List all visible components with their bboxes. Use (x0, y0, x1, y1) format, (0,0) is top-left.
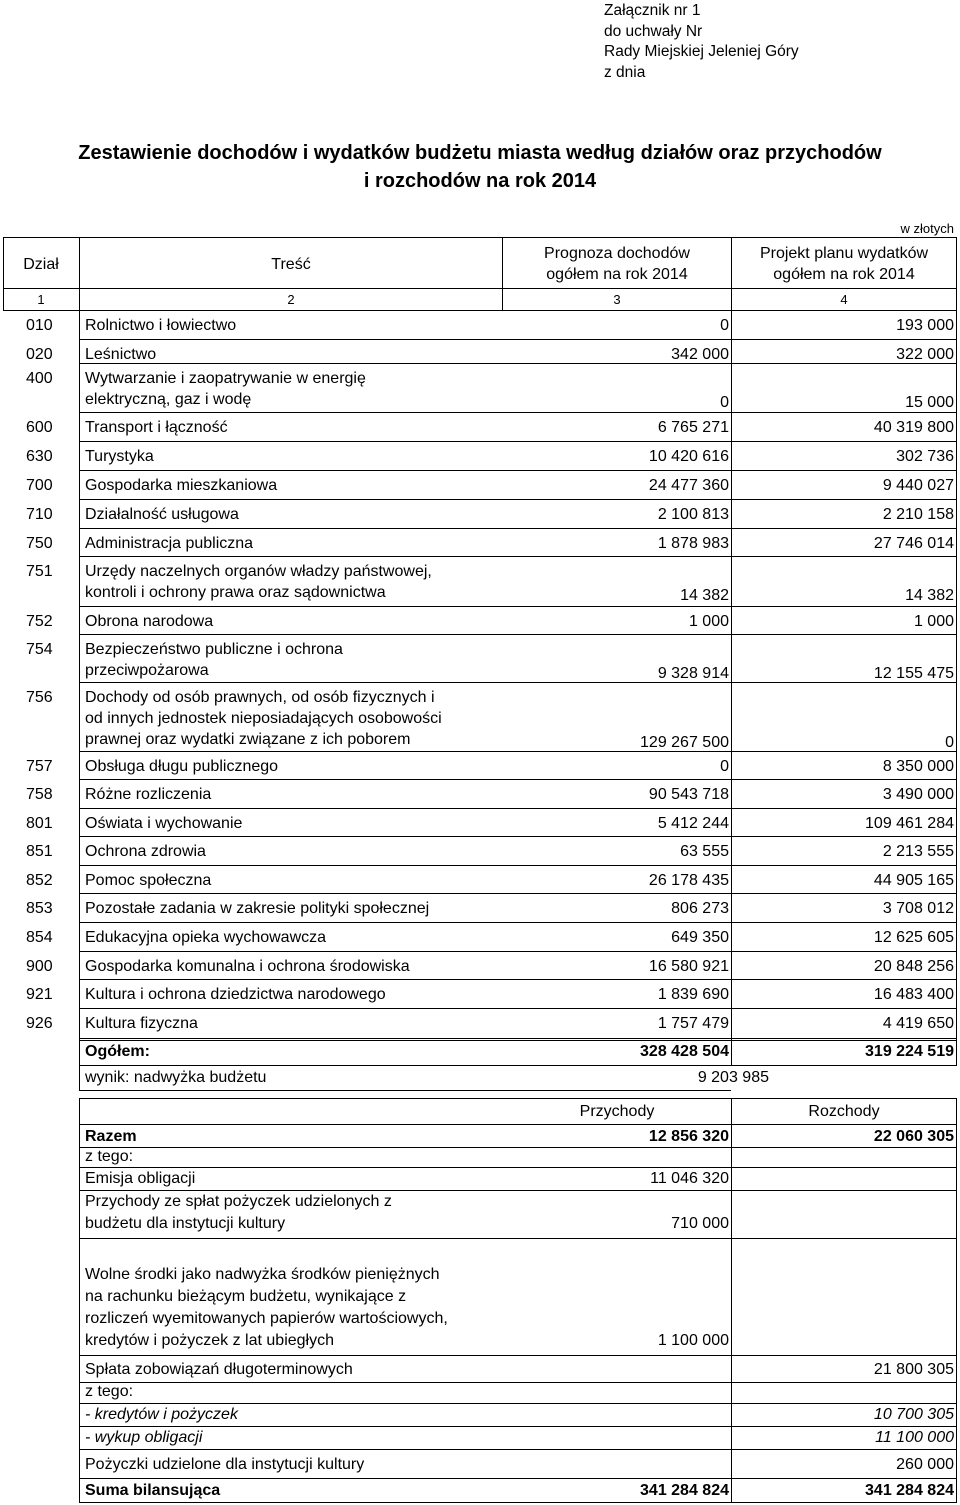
row-tresc: Kultura fizyczna (85, 1015, 198, 1032)
header-note-line: Rady Miejskiej Jeleniej Góry (604, 43, 799, 60)
row-tresc: Pozostałe zadania w zakresie polityki społecznej (85, 900, 430, 917)
row-separator (79, 556, 957, 557)
row-tresc: Ochrona zdrowia (85, 843, 206, 860)
kredyty-rozchody: 10 700 305 (873, 1406, 954, 1423)
row-wydatki: 109 461 284 (865, 815, 954, 832)
wynik-value: 9 203 985 (697, 1069, 769, 1086)
row-dzial: 750 (26, 535, 53, 552)
row-separator (79, 836, 957, 837)
emisja-label: Emisja obligacji (85, 1170, 196, 1187)
row-dochody: 342 000 (671, 346, 729, 363)
splata-pozyczek-label: Przychody ze spłat pożyczek udzielonych z (85, 1193, 392, 1210)
row-separator (79, 634, 957, 635)
row-dochody: 806 273 (671, 900, 729, 917)
row-wydatki: 4 419 650 (882, 1015, 954, 1032)
row-wydatki: 9 440 027 (882, 477, 954, 494)
row-dzial: 900 (26, 958, 53, 975)
row-dzial: 751 (26, 563, 53, 580)
row-tresc: Rolnictwo i łowiectwo (85, 317, 237, 334)
column-number: 1 (37, 292, 45, 307)
emisja-przychody: 11 046 320 (650, 1170, 729, 1187)
row-tresc: Wytwarzanie i zaopatrywanie w energię (85, 370, 366, 387)
row-wydatki: 193 000 (896, 317, 954, 334)
row-dzial: 758 (26, 786, 53, 803)
row-dzial: 851 (26, 843, 53, 860)
row-tresc: kontroli i ochrony prawa oraz sądownictwa (85, 584, 386, 601)
row-separator (79, 606, 957, 607)
row-wydatki: 8 350 000 (882, 758, 954, 775)
row-tresc: Gospodarka mieszkaniowa (85, 477, 278, 494)
wolne-srodki-label: rozliczeń wyemitowanych papierów wartościowych, (85, 1310, 448, 1327)
row-separator (79, 363, 957, 364)
row-separator (79, 528, 957, 529)
total-wydatki: 319 224 519 (865, 1043, 954, 1060)
row-dzial: 710 (26, 506, 53, 523)
suma-przychody: 341 284 824 (640, 1482, 729, 1499)
row-dochody: 6 765 271 (657, 419, 729, 436)
row-separator (79, 412, 957, 413)
column-number: 2 (287, 292, 295, 307)
row-separator (79, 893, 957, 894)
wykup-rozchody: 11 100 000 (875, 1429, 954, 1446)
row-wydatki: 14 382 (905, 587, 954, 604)
row-dochody: 9 328 914 (657, 665, 729, 682)
row-dzial: 752 (26, 613, 53, 630)
row-dochody: 0 (720, 317, 729, 334)
row-wydatki: 1 000 (913, 613, 954, 630)
page-title: Zestawienie dochodów i wydatków budżetu miasta według działów oraz przychodów (78, 142, 882, 164)
row-tresc: Pomoc społeczna (85, 872, 212, 889)
column-header-dzial: Dział (23, 256, 59, 273)
row-dochody: 0 (720, 758, 729, 775)
row-tresc: Różne rozliczenia (85, 786, 212, 803)
row-wydatki: 12 155 475 (873, 665, 954, 682)
row-separator (79, 922, 957, 923)
row-wydatki: 3 490 000 (882, 786, 954, 803)
razem-rozchody: 22 060 305 (873, 1128, 954, 1145)
wykup-label: - wykup obligacji (85, 1429, 203, 1446)
column-header-tresc: Treść (271, 256, 311, 273)
row-tresc: Gospodarka komunalna i ochrona środowiska (85, 958, 410, 975)
razem-przychody: 12 856 320 (648, 1128, 729, 1145)
razem-label: Razem (85, 1128, 137, 1145)
z-tego-label: z tego: (85, 1383, 134, 1400)
row-dochody: 24 477 360 (648, 477, 729, 494)
header-rozchody: Rozchody (808, 1103, 880, 1120)
row-dochody: 1 000 (688, 613, 729, 630)
row-dochody: 1 839 690 (657, 986, 729, 1003)
total-label: Ogółem: (85, 1043, 150, 1060)
row-dzial: 854 (26, 929, 53, 946)
row-dzial: 700 (26, 477, 53, 494)
row-dochody: 2 100 813 (657, 506, 729, 523)
row-wydatki: 40 319 800 (873, 419, 954, 436)
row-dzial: 757 (26, 758, 53, 775)
wolne-srodki-label: na rachunku bieżącym budżetu, wynikające z (85, 1288, 407, 1305)
header-note-line: do uchwały Nr (604, 23, 703, 40)
row-tresc: Edukacyjna opieka wychowawcza (85, 929, 327, 946)
row-dzial: 020 (26, 346, 53, 363)
row-separator (79, 865, 957, 866)
row-separator (79, 441, 957, 442)
column-header-dochody: ogółem na rok 2014 (546, 266, 688, 283)
row-tresc: Bezpieczeństwo publiczne i ochrona (85, 641, 343, 658)
row-dochody: 10 420 616 (648, 448, 729, 465)
row-tresc: Działalność usługowa (85, 506, 239, 523)
row-dochody: 1 757 479 (657, 1015, 729, 1032)
row-tresc: Leśnictwo (85, 346, 157, 363)
header-note-line: z dnia (604, 64, 646, 81)
row-tresc: Obsługa długu publicznego (85, 758, 279, 775)
column-header-wydatki: ogółem na rok 2014 (773, 266, 915, 283)
row-wydatki: 3 708 012 (882, 900, 954, 917)
z-tego-label: z tego: (85, 1148, 134, 1165)
row-dzial: 630 (26, 448, 53, 465)
row-wydatki: 2 210 158 (882, 506, 954, 523)
row-wydatki: 12 625 605 (873, 929, 954, 946)
column-number: 3 (613, 292, 621, 307)
wolne-srodki-label: Wolne środki jako nadwyżka środków pieniężnych (85, 1266, 440, 1283)
row-dochody: 26 178 435 (648, 872, 729, 889)
column-header-wydatki: Projekt planu wydatków (759, 245, 929, 262)
row-tresc: Oświata i wychowanie (85, 815, 243, 832)
pozyczki-rozchody: 260 000 (896, 1456, 954, 1473)
row-tresc: elektryczną, gaz i wodę (85, 391, 252, 408)
row-separator (79, 808, 957, 809)
row-separator (79, 1008, 957, 1009)
row-separator (79, 470, 957, 471)
row-dochody: 63 555 (680, 843, 729, 860)
splata-zobowiazan-rozchody: 21 800 305 (873, 1361, 954, 1378)
row-tresc: Urzędy naczelnych organów władzy państwowej, (85, 563, 432, 580)
row-tresc: Obrona narodowa (85, 613, 214, 630)
row-wydatki: 27 746 014 (873, 535, 954, 552)
unit-label: w złotych (900, 221, 954, 236)
row-dochody: 90 543 718 (648, 786, 729, 803)
kredyty-label: - kredytów i pożyczek (85, 1406, 238, 1423)
row-separator (79, 499, 957, 500)
row-separator (79, 682, 957, 683)
pozyczki-label: Pożyczki udzielone dla instytucji kultury (85, 1456, 365, 1473)
row-wydatki: 20 848 256 (873, 958, 954, 975)
column-number: 4 (840, 292, 848, 307)
row-tresc: Administracja publiczna (85, 535, 254, 552)
splata-pozyczek-label: budżetu dla instytucji kultury (85, 1215, 286, 1232)
row-tresc: Kultura i ochrona dziedzictwa narodowego (85, 986, 386, 1003)
row-tresc: prawnej oraz wydatki związane z ich poborem (85, 731, 411, 748)
row-dzial: 010 (26, 317, 53, 334)
splata-pozyczek-przychody: 710 000 (671, 1215, 729, 1232)
row-dochody: 16 580 921 (648, 958, 729, 975)
wolne-srodki-label: kredytów i pożyczek z lat ubiegłych (85, 1332, 334, 1349)
row-dzial: 853 (26, 900, 53, 917)
row-wydatki: 44 905 165 (873, 872, 954, 889)
row-dzial: 754 (26, 641, 53, 658)
row-tresc: od innych jednostek nieposiadających osobowości (85, 710, 442, 727)
wynik-label: wynik: nadwyżka budżetu (85, 1069, 267, 1086)
row-tresc: przeciwpożarowa (85, 662, 209, 679)
row-wydatki: 2 213 555 (882, 843, 954, 860)
row-dzial: 921 (26, 986, 53, 1003)
row-wydatki: 322 000 (896, 346, 954, 363)
total-dochody: 328 428 504 (640, 1043, 729, 1060)
column-header-dochody: Prognoza dochodów (544, 245, 690, 262)
suma-rozchody: 341 284 824 (865, 1482, 954, 1499)
row-tresc: Turystyka (85, 448, 154, 465)
row-dochody: 649 350 (671, 929, 729, 946)
row-dzial: 926 (26, 1015, 53, 1032)
row-wydatki: 15 000 (905, 394, 954, 411)
page-title: i rozchodów na rok 2014 (363, 170, 597, 192)
row-separator (79, 751, 957, 752)
row-dochody: 5 412 244 (657, 815, 729, 832)
row-separator (79, 979, 957, 980)
header-note-line: Załącznik nr 1 (604, 2, 701, 19)
row-tresc: Transport i łączność (85, 419, 228, 436)
wolne-srodki-przychody: 1 100 000 (657, 1332, 729, 1349)
row-dzial: 600 (26, 419, 53, 436)
row-dochody: 0 (720, 394, 729, 411)
row-separator (79, 951, 957, 952)
row-separator (79, 779, 957, 780)
row-wydatki: 16 483 400 (873, 986, 954, 1003)
row-dzial: 400 (26, 370, 53, 387)
row-separator (79, 339, 957, 340)
header-przychody: Przychody (579, 1103, 655, 1120)
row-wydatki: 302 736 (896, 448, 954, 465)
row-dochody: 14 382 (680, 587, 729, 604)
row-dzial: 756 (26, 689, 53, 706)
row-dzial: 852 (26, 872, 53, 889)
row-dochody: 1 878 983 (657, 535, 729, 552)
row-wydatki: 0 (945, 734, 954, 751)
row-dochody: 129 267 500 (640, 734, 729, 751)
splata-zobowiazan-label: Spłata zobowiązań długoterminowych (85, 1361, 353, 1378)
row-separator (79, 1038, 957, 1039)
suma-label: Suma bilansująca (85, 1482, 221, 1499)
row-tresc: Dochody od osób prawnych, od osób fizycznych i (85, 689, 435, 706)
row-dzial: 801 (26, 815, 53, 832)
